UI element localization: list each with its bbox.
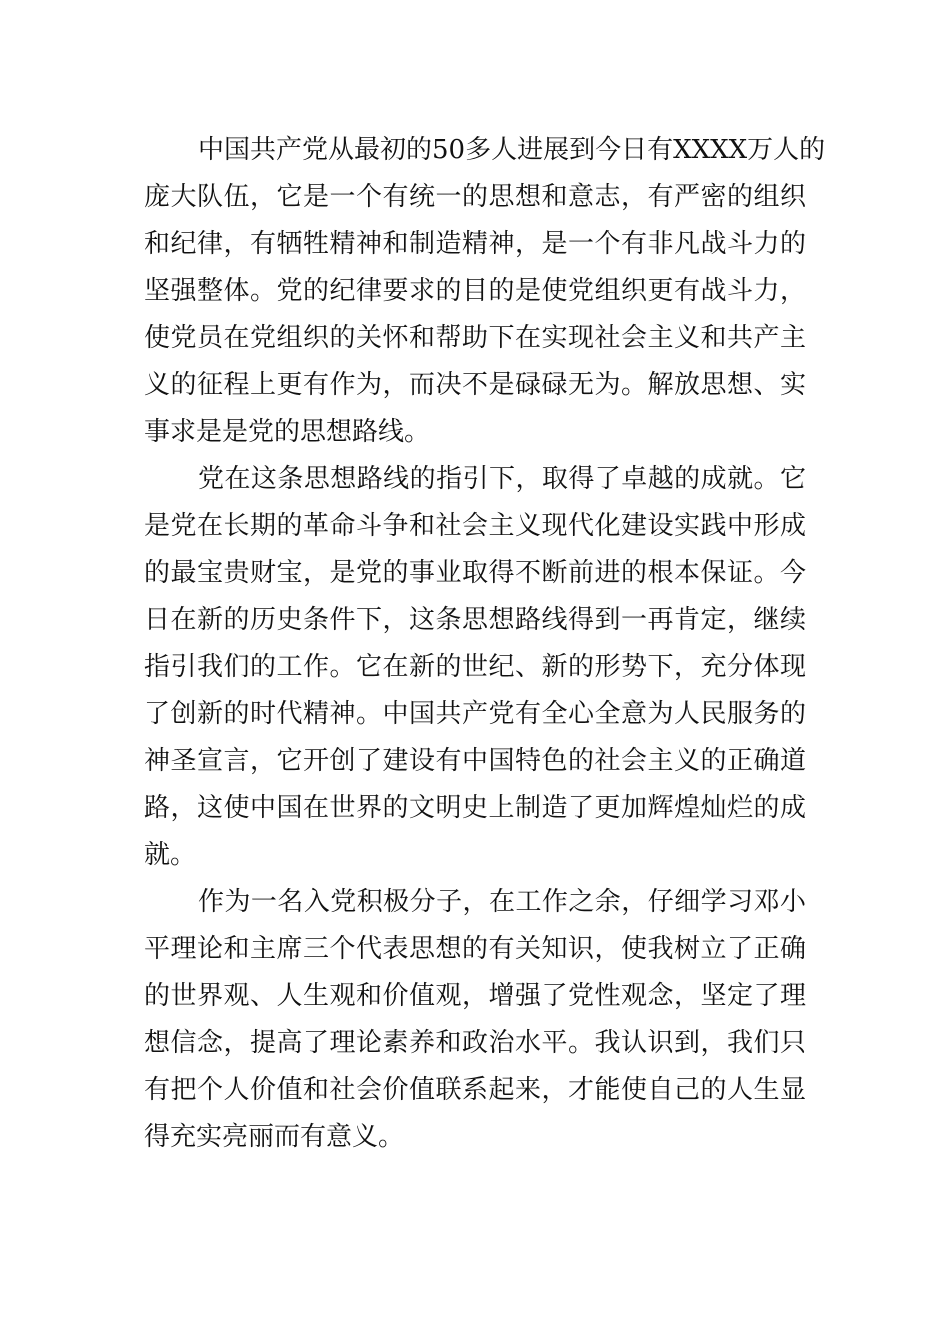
paragraph-line: 就。 <box>144 840 197 870</box>
paragraph-line: 是党在长期的革命斗争和社会主义现代化建设实践中形成 <box>144 511 806 541</box>
paragraph-line: 党在这条思想路线的指引下，取得了卓越的成就。它 <box>198 464 806 494</box>
paragraph-line: 事求是是党的思想路线。 <box>144 417 431 447</box>
paragraph-line: 和纪律，有牺牲精神和制造精神，是一个有非凡战斗力的 <box>144 229 806 259</box>
paragraph-2 <box>144 456 806 879</box>
paragraph-line: 想信念，提高了理论素养和政治水平。我认识到，我们只 <box>144 1028 806 1058</box>
paragraph-3 <box>144 879 806 1161</box>
paragraph-1 <box>144 127 826 456</box>
paragraph-line: 中国共产党从最初的50多人进展到今日有XXXX万人的 <box>198 135 826 165</box>
paragraph-line: 平理论和主席三个代表思想的有关知识，使我树立了正确 <box>144 934 806 964</box>
document-body <box>144 127 826 1161</box>
paragraph-line: 的最宝贵财宝，是党的事业取得不断前进的根本保证。今 <box>144 558 806 588</box>
paragraph-line: 路，这使中国在世界的文明史上制造了更加辉煌灿烂的成 <box>144 793 806 823</box>
paragraph-line: 有把个人价值和社会价值联系起来，才能使自己的人生显 <box>144 1075 806 1105</box>
paragraph-line: 了创新的时代精神。中国共产党有全心全意为人民服务的 <box>144 699 806 729</box>
paragraph-line: 指引我们的工作。它在新的世纪、新的形势下，充分体现 <box>144 652 806 682</box>
paragraph-line: 的世界观、人生观和价值观，增强了党性观念，坚定了理 <box>144 981 806 1011</box>
paragraph-line: 义的征程上更有作为，而决不是碌碌无为。解放思想、实 <box>144 370 806 400</box>
paragraph-line: 得充实亮丽而有意义。 <box>144 1122 405 1152</box>
paragraph-line: 作为一名入党积极分子，在工作之余，仔细学习邓小 <box>198 887 806 917</box>
paragraph-line: 神圣宣言，它开创了建设有中国特色的社会主义的正确道 <box>144 746 806 776</box>
paragraph-line: 庞大队伍，它是一个有统一的思想和意志，有严密的组织 <box>144 182 806 212</box>
paragraph-line: 坚强整体。党的纪律要求的目的是使党组织更有战斗力， <box>144 276 806 306</box>
paragraph-line: 使党员在党组织的关怀和帮助下在实现社会主义和共产主 <box>144 323 806 353</box>
paragraph-line: 日在新的历史条件下，这条思想路线得到一再肯定，继续 <box>144 605 806 635</box>
